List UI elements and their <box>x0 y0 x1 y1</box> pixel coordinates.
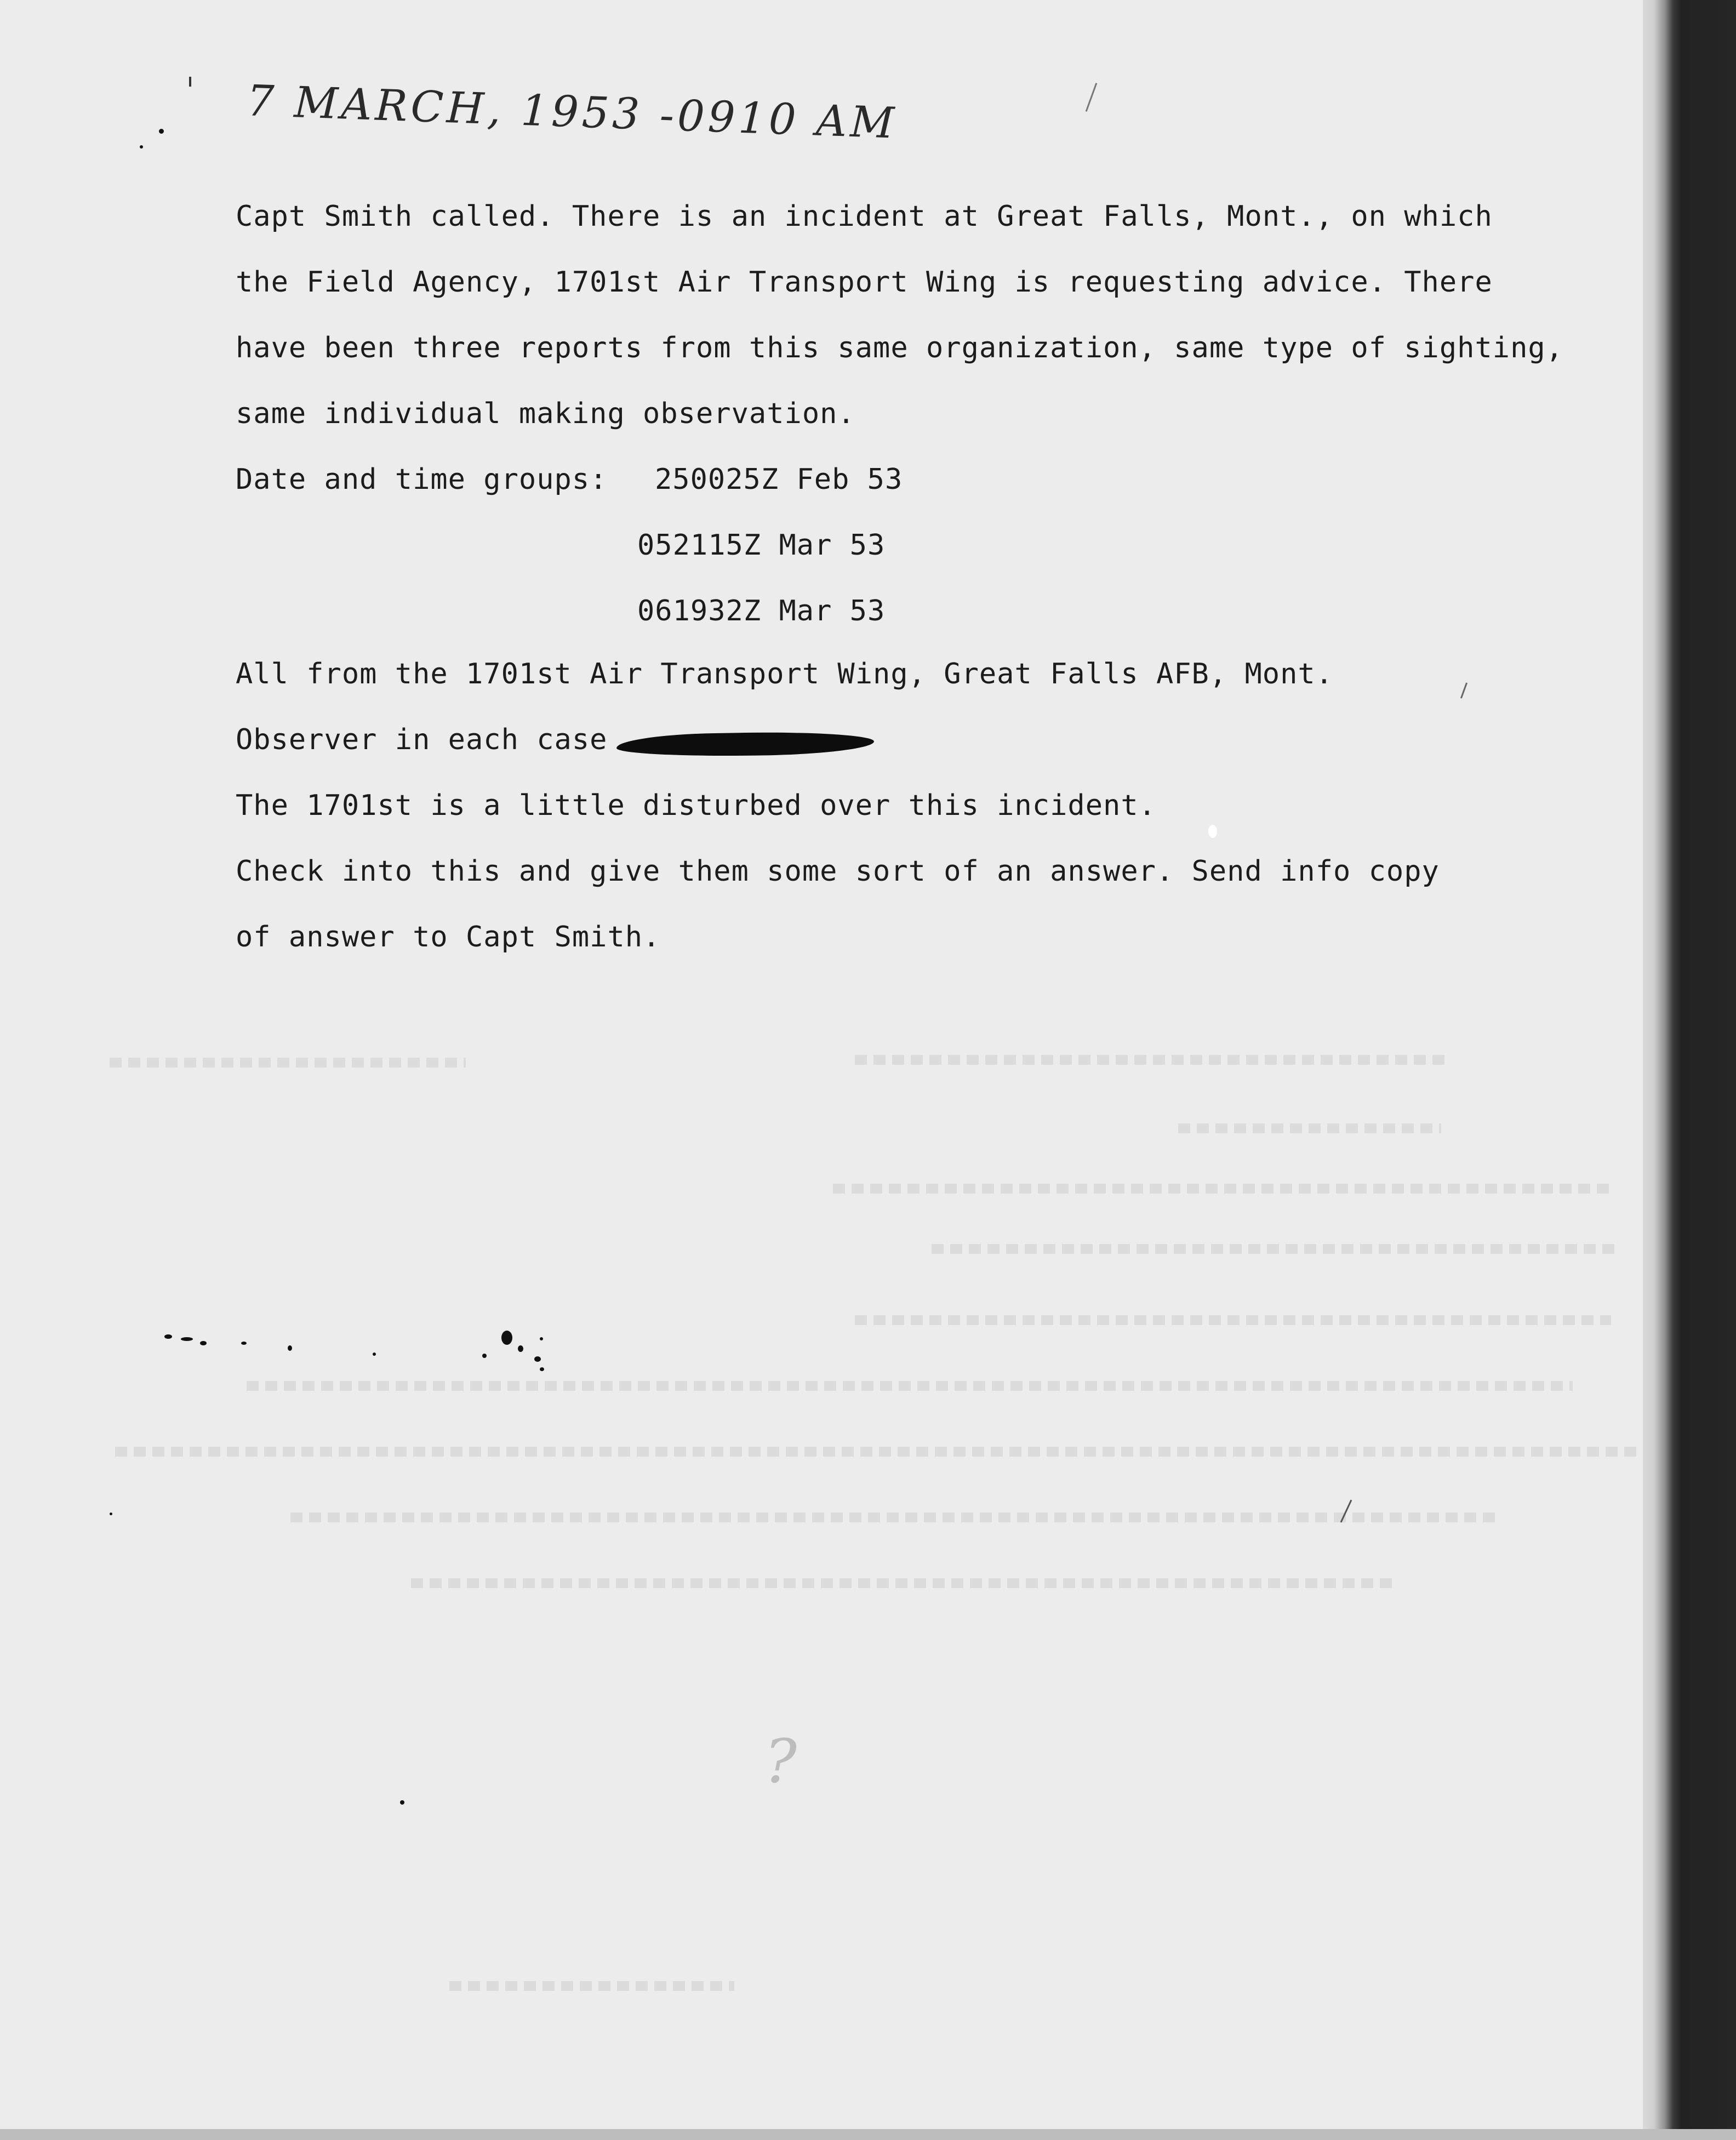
redaction-mark <box>616 731 875 758</box>
date-time-group-2: 052115Z Mar 53 <box>637 529 886 562</box>
memo-line-all-from: All from the 1701st Air Transport Wing, Great Falls AFB, Mont. <box>236 658 1334 690</box>
memo-line-1: Capt Smith called. There is an incident at Great Falls, Mont., on which <box>236 200 1493 233</box>
scan-right-edge <box>1643 0 1736 2140</box>
scan-bottom-edge <box>0 2129 1736 2140</box>
memo-line-2: the Field Agency, 1701st Air Transport Wing is requesting advice. There <box>236 266 1493 299</box>
handwritten-question-mark: ? <box>764 1726 797 1796</box>
memo-line-disturbed: The 1701st is a little disturbed over this incident. <box>236 789 1156 822</box>
date-time-group-1: 250025Z Feb 53 <box>655 463 903 496</box>
handwritten-date: 7 MARCH, 1953 -0910 AM <box>245 76 898 149</box>
memo-line-observer: Observer in each case <box>236 723 608 756</box>
date-time-group-3: 061932Z Mar 53 <box>637 595 886 627</box>
memo-line-4: same individual making observation. <box>236 397 855 430</box>
memo-line-3: have been three reports from this same organization, same type of sighting, <box>236 332 1563 364</box>
memo-line-answer: of answer to Capt Smith. <box>236 921 661 954</box>
memo-line-check: Check into this and give them some sort of an answer. Send info copy <box>236 855 1440 888</box>
date-time-groups-label: Date and time groups: <box>236 463 608 496</box>
